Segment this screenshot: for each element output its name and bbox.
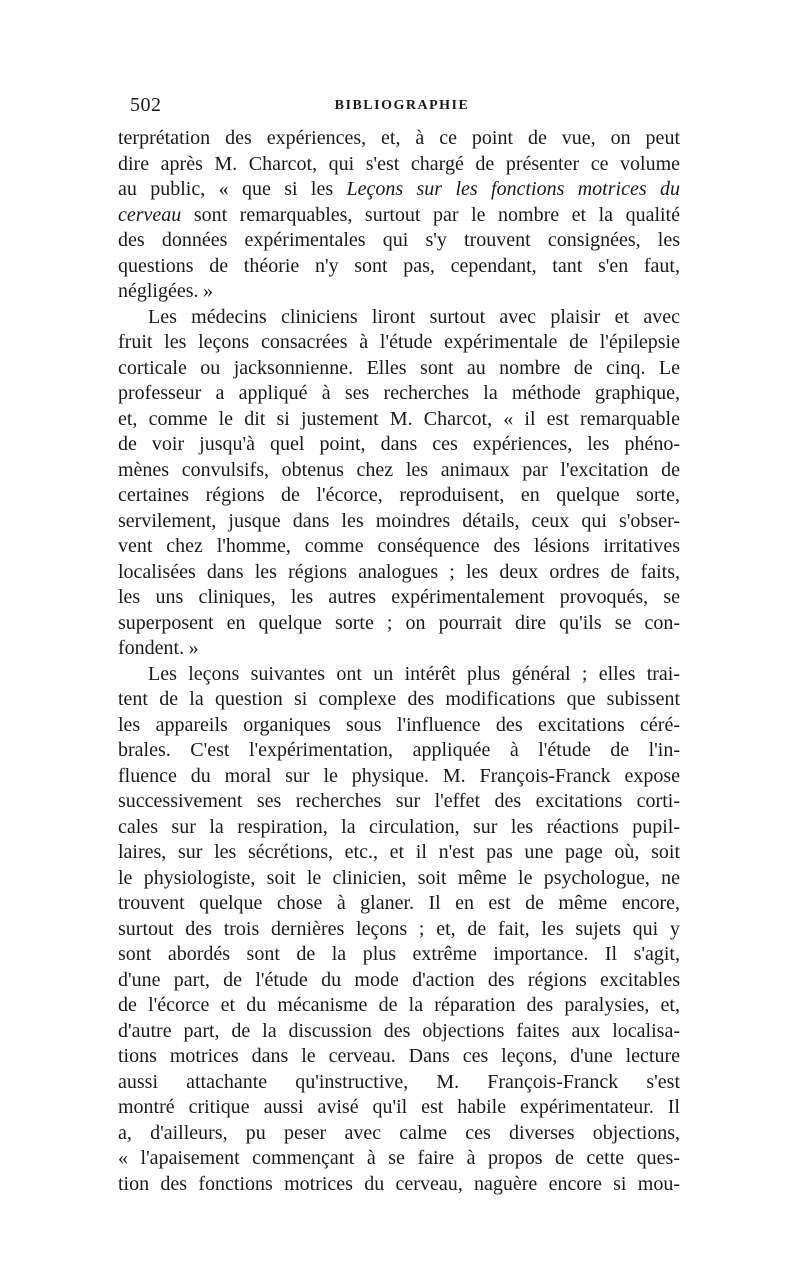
text-line: et, comme le dit si justement M. Charcot, « il est remarquable [118,407,680,430]
text-line: vent chez l'homme, comme conséquence des lésions irritatives [118,535,680,557]
text-line: cales sur la respiration, la circulation, sur les réactions pupil- [118,815,680,838]
text-line: mènes convulsifs, obtenus chez les animaux par l'excitation de [118,458,680,481]
text-line: d'autre part, de la discussion des objections faites aux localisa- [118,1019,680,1042]
text-line: tions motrices dans le cerveau. Dans ces leçons, d'une lecture [118,1045,680,1067]
text-line: tion des fonctions motrices du cerveau, naguère encore si mou- [118,1172,680,1195]
text-line: « l'apaisement commençant à se faire à propos de cette ques- [118,1147,680,1169]
text-line: au public, « que si les Leçons sur les fonctions motrices du [118,178,680,200]
text-line: localisées dans les régions analogues ; les deux ordres de faits, [118,560,680,583]
text-line: certaines régions de l'écorce, reproduisent, en quelque sorte, [118,484,680,506]
text-line: surtout des trois dernières leçons ; et, de fait, les sujets qui y [118,917,680,940]
text-line: servilement, jusque dans les moindres détails, ceux qui s'obser- [118,509,680,532]
text-line: successivement ses recherches sur l'effet des excitations corti- [118,790,680,812]
text-line: d'une part, de l'étude du mode d'action des régions excitables [118,968,680,991]
text-line: montré critique aussi avisé qu'il est habile expérimentateur. Il [118,1096,680,1118]
text-line: laires, sur les sécrétions, etc., et il n'est pas une page où, soit [118,841,680,863]
text-line: superposent en quelque sorte ; on pourrait dire qu'ils se con- [118,611,680,634]
text-line: corticale ou jacksonnienne. Elles sont au nombre de cinq. Le [118,356,680,379]
text-line: a, d'ailleurs, pu peser avec calme ces diverses objections, [118,1121,680,1144]
text-line: questions de théorie n'y sont pas, cependant, tant s'en faut, [118,254,680,277]
running-head: BIBLIOGRAPHIE [334,98,470,113]
text-line: brales. C'est l'expérimentation, appliquée à l'étude de l'in- [118,739,680,761]
text-line: fluence du moral sur le physique. M. François-Franck expose [118,764,680,787]
text-line: tent de la question si complexe des modifications que subissent [118,688,680,710]
text-line: sont abordés sont de la plus extrême importance. Il s'agit, [118,943,680,965]
text-line: aussi attachante qu'instructive, M. François-Franck s'est [118,1070,680,1093]
text-line: professeur a appliqué à ses recherches la méthode graphique, [118,382,680,404]
text-line: négligées. » [118,280,214,302]
text-line: Les médecins cliniciens liront surtout avec plaisir et avec [148,305,680,328]
text-line: les appareils organiques sous l'influence des excitations céré- [118,713,680,736]
page-header [128,94,676,120]
text-line: terprétation des expériences, et, à ce point de vue, on peut [118,127,680,149]
body-text [118,126,680,1197]
text-line: fondent. » [118,637,199,659]
text-line: trouvent quelque chose à glaner. Il en est de même encore, [118,892,680,914]
text-line: de l'écorce et du mécanisme de la réparation des paralysies, et, [118,994,680,1016]
text-line: cerveau sont remarquables, surtout par le nombre et la qualité [118,203,680,226]
text-line: les uns cliniques, les autres expérimentalement provoqués, se [118,586,680,608]
text-line: de voir jusqu'à quel point, dans ces expériences, les phéno- [118,433,680,455]
page-number: 502 [130,94,162,116]
text-line: dire après M. Charcot, qui s'est chargé de présenter ce volume [118,152,680,175]
text-line: Les leçons suivantes ont un intérêt plus général ; elles trai- [148,662,680,685]
text-line: des données expérimentales qui s'y trouvent consignées, les [118,229,680,251]
text-line: le physiologiste, soit le clinicien, soit même le psychologue, ne [118,866,680,889]
text-line: fruit les leçons consacrées à l'étude expérimentale de l'épilepsie [118,331,680,353]
